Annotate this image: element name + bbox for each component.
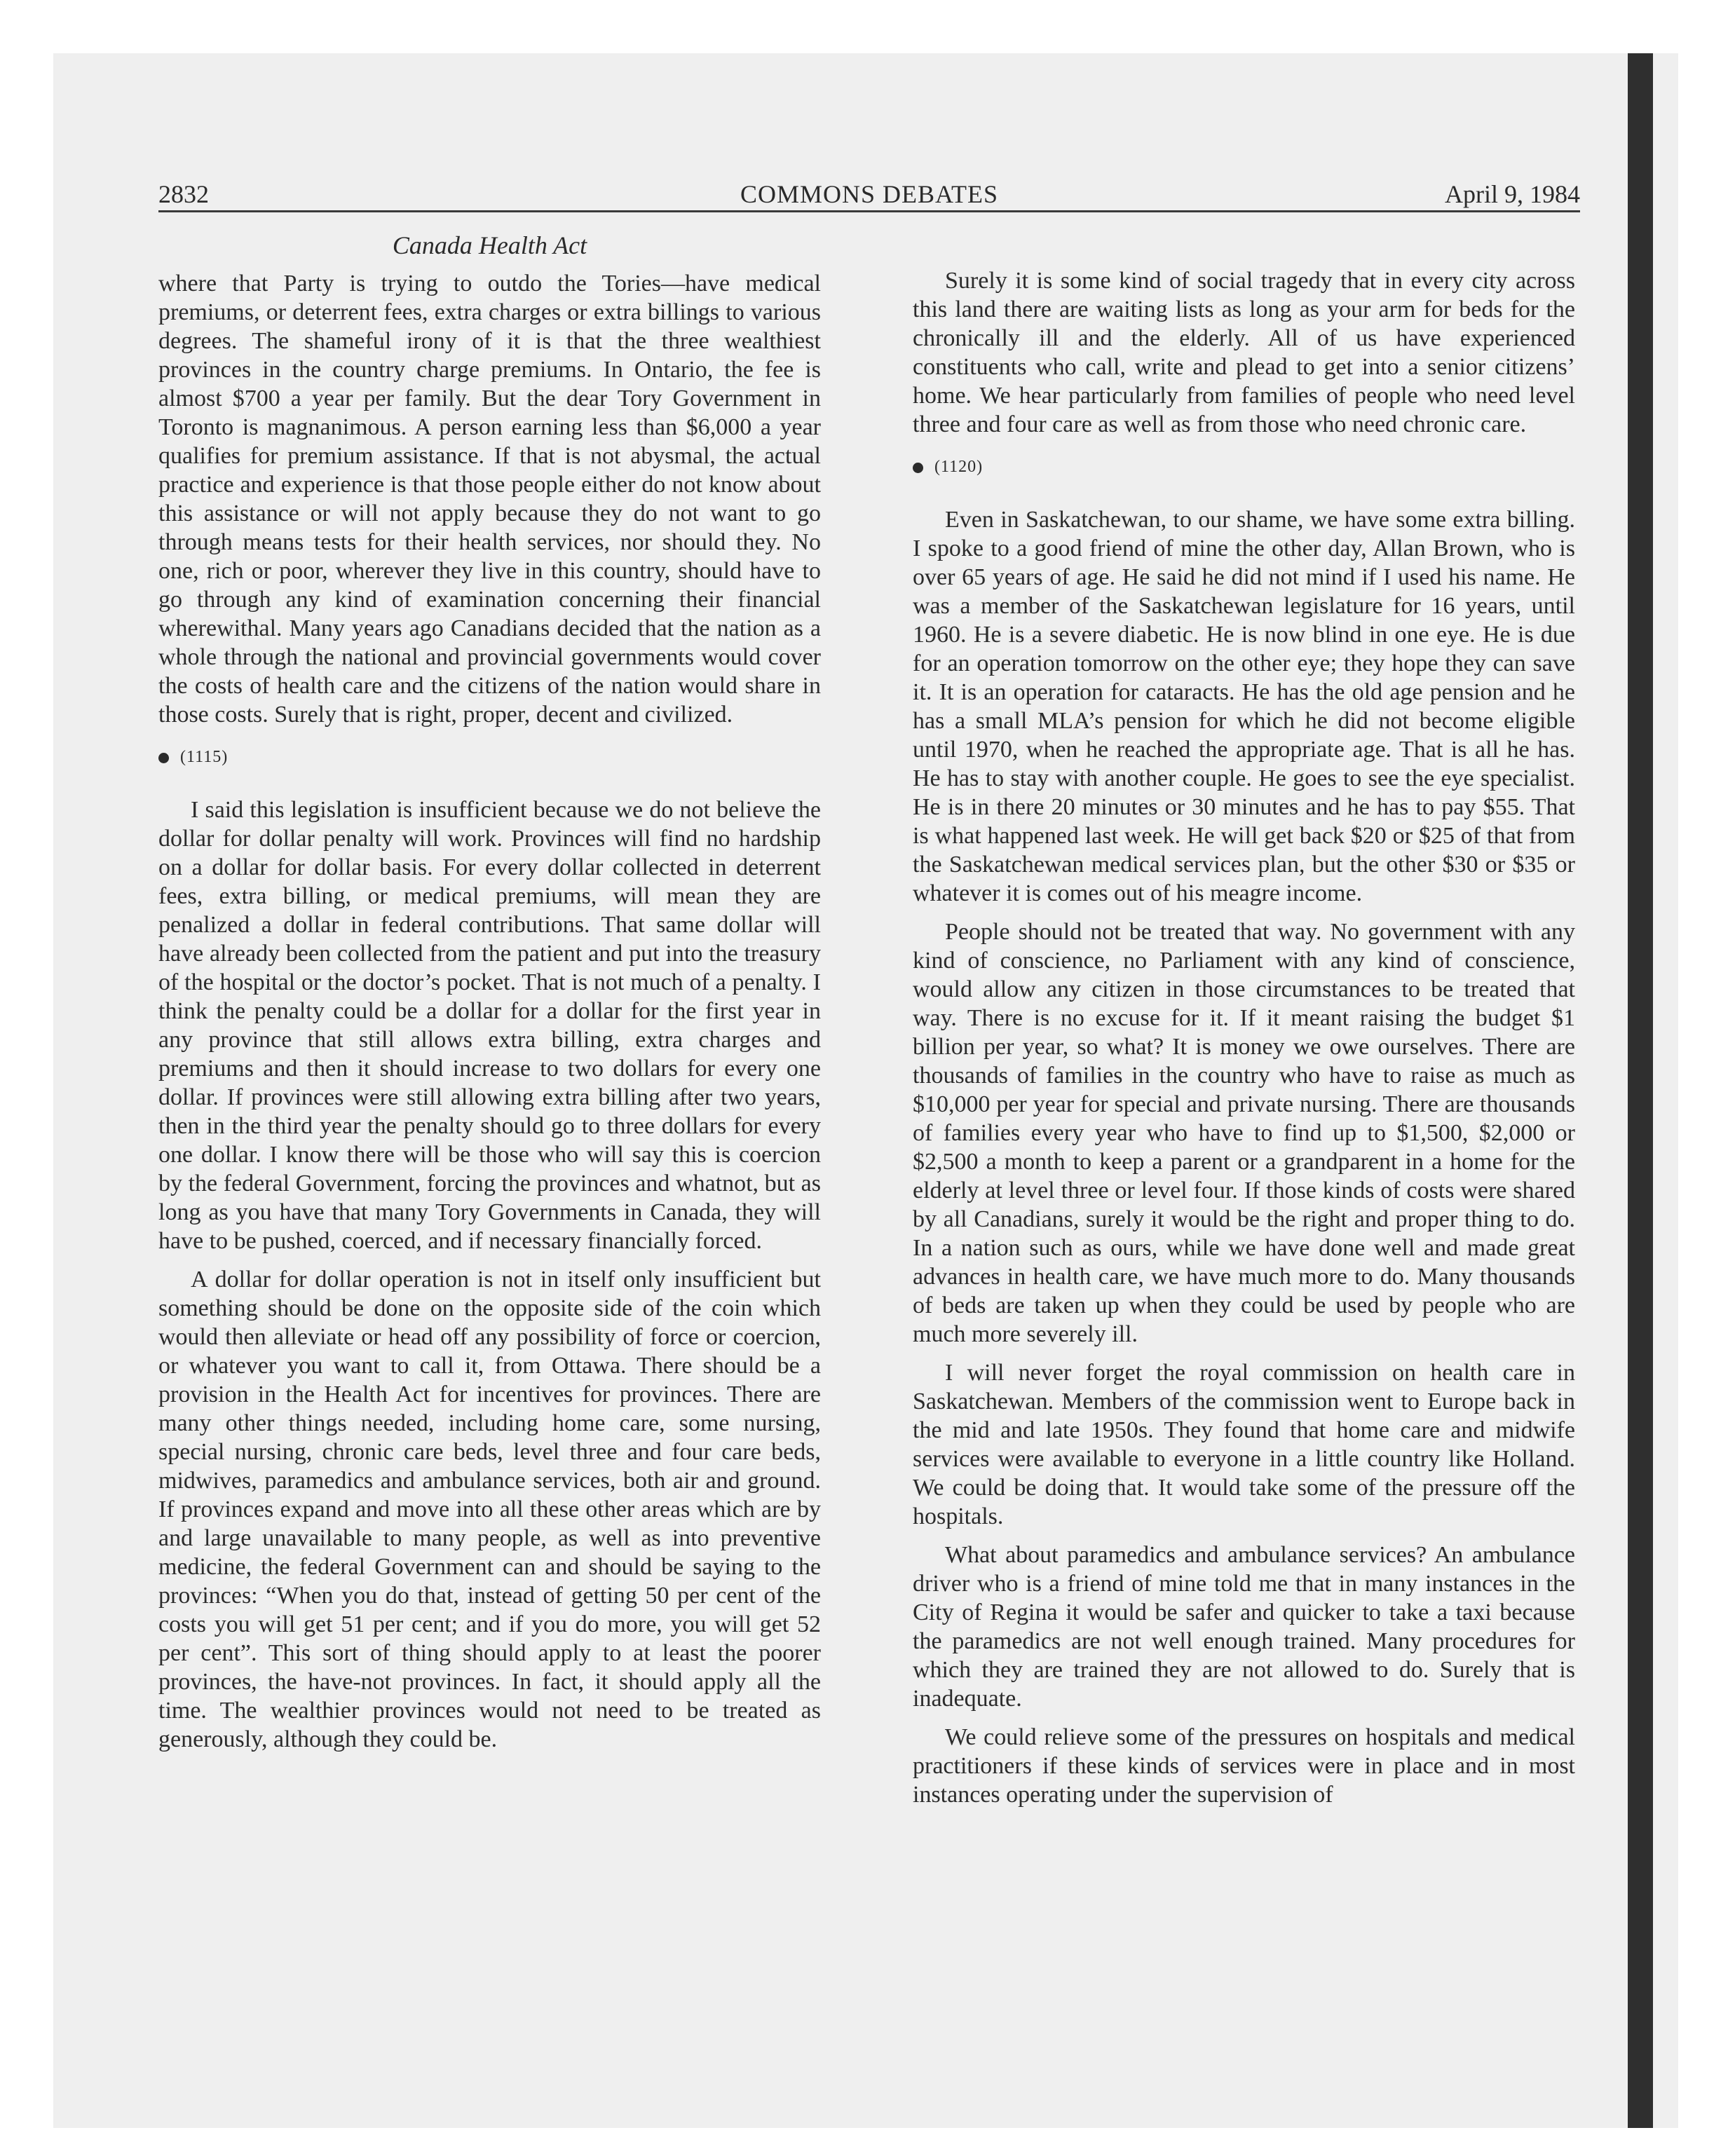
scan-edge-bar <box>1628 53 1653 2128</box>
page-number: 2832 <box>158 180 209 208</box>
issue-date: April 9, 1984 <box>1445 180 1580 208</box>
paragraph: People should not be treated that way. No government with any kind of conscience, no Parliament with any kind of conscience, would allow any citizen in those circumstances to be treated that way. There is no excuse for it. If it meant raising the budget $1 billion per year, so what? It is money we owe ourselves. There are thousands of families in the country who have to raise as much as $10,000 per year for special and private nursing. There are thousands of families every year who have to find up to $1,500, $2,000 or $2,500 a month to keep a parent or a grandparent in a home for the elderly at level three or level four. If those kinds of costs were shared by all Canadians, surely it would be the right and proper thing to do. In a nation such as ours, while we have done well and made great advances in health care, we have much more to do. Many thousands of beds are taken up when they could be used by people who are much more severely ill. <box>913 919 1575 1347</box>
bullet-icon <box>158 753 169 763</box>
paragraph: Surely it is some kind of social tragedy that in every city across this land there are waiting lists as long as your arm for beds for the chronically ill and the elderly. All of us have experienced constituents who call, write and plead to get into a senior citizens’ home. We hear particularly from families of people who need level three and four care as well as from those who need chronic care. <box>913 268 1575 437</box>
time-marker-label: (1115) <box>180 748 229 766</box>
paragraph: Even in Saskatchewan, to our shame, we have some extra billing. I spoke to a good friend of mine the other day, Allan Brown, who is over 65 years of age. He said he did not mind if I used his name. He was a member of the Saskatchewan legislature for 16 years, until 1960. He is a severe diabetic. He is now blind in one eye. He is due for an operation tomorrow on the other eye; they hope they can save it. It is an operation for cataracts. He has the old age pension and he has a small MLA’s pension for which he did not become eligible until 1970, when he reached the appropriate age. That is all he has. He has to stay with another couple. He goes to see the eye specialist. He is in there 20 minutes or 30 minutes and he has to pay $55. That is what happened last week. He will get back $20 or $25 of that from the Saskatchewan medical services plan, but the other $30 or $35 or whatever it is comes out of his meagre income. <box>913 507 1575 906</box>
publication-title: COMMONS DEBATES <box>740 180 999 208</box>
page-header <box>158 178 1580 210</box>
header-rule <box>158 210 1580 212</box>
time-marker-label: (1120) <box>934 458 984 476</box>
time-marker <box>158 743 821 772</box>
left-column <box>158 269 821 1763</box>
paragraph: I said this legislation is insufficient because we do not believe the dollar for dollar penalty will work. Provinces will find no hardship on a dollar for dollar basis. For every dollar collected in deterrent fees, extra billing, or medical premiums, will mean they are penalized a dollar in federal contributions. That same dollar will have already been collected from the patient and put into the treasury of the hospital or the doctor’s pocket. That is not much of a penalty. I think the penalty could be a dollar for a dollar for the first year in any province that still allows extra billing, extra charges and premiums and then it should increase to two dollars for every one dollar. If provinces were still allowing extra billing after two years, then in the third year the penalty should go to three dollars for every one dollar. I know there will be those who will say this is coercion by the federal Government, forcing the provinces and whatnot, but as long as you have that many Tory Governments in Canada, they will have to be pushed, coerced, and if necessary financially forced. <box>158 797 821 1254</box>
paragraph: A dollar for dollar operation is not in itself only insufficient but something should be done on the opposite side of the coin which would then alleviate or head off any possibility of force or coercion, or whatever you want to call it, from Ottawa. There should be a provision in the Health Act for incentives for provinces. There are many other things needed, including home care, some nursing, special nursing, chronic care beds, level three and four care beds, midwives, paramedics and ambulance services, both air and ground. If provinces expand and move into all these other areas which are by and large unavailable to many people, as well as into preventive medicine, the federal Government can and should be saying to the provinces: “When you do that, instead of getting 50 per cent of the costs you will get 51 per cent; and if you do more, you will get 52 per cent”. This sort of thing should apply to at least the poorer provinces, the have-not provinces. In fact, it should apply all the time. The wealthier provinces would not need to be treated as generously, although they could be. <box>158 1267 821 1752</box>
paragraph: I will never forget the royal commission on health care in Saskatchewan. Members of the commission went to Europe back in the mid and late 1950s. They found that home care and midwife services were available to everyone in a little country like Holland. We could be doing that. It would take some of the pressure off the hospitals. <box>913 1360 1575 1529</box>
section-title: Canada Health Act <box>392 231 587 259</box>
paragraph: What about paramedics and ambulance services? An ambulance driver who is a friend of mine told me that in many instances in the City of Regina it would be safer and quicker to take a taxi because the paramedics are not well enough trained. Many procedures for which they are trained they are not allowed to do. Surely that is inadequate. <box>913 1542 1575 1712</box>
right-column <box>913 266 1575 1819</box>
time-marker <box>913 453 1575 482</box>
paragraph: We could relieve some of the pressures on hospitals and medical practitioners if these kinds of services were in place and in most instances operating under the supervision of <box>913 1724 1575 1808</box>
bullet-icon <box>913 463 923 473</box>
paragraph: where that Party is trying to outdo the Tories—have medical premiums, or deterrent fees, extra charges or extra billings to various degrees. The shameful irony of it is that the three wealthiest provinces in the country charge premiums. In Ontario, the fee is almost $700 a year per family. But the dear Tory Government in Toronto is magnanimous. A person earning less than $6,000 a year qualifies for premium assistance. If that is not abysmal, the actual practice and experience is that those people either do not know about this assistance or will not apply because they do not want to go through means tests for their health services, nor should they. No one, rich or poor, wherever they live in this country, should have to go through any kind of examination concerning their financial wherewithal. Many years ago Canadians decided that the nation as a whole through the national and provincial governments would cover the costs of health care and the citizens of the nation would share in those costs. Surely that is right, proper, decent and civilized. <box>158 271 821 728</box>
